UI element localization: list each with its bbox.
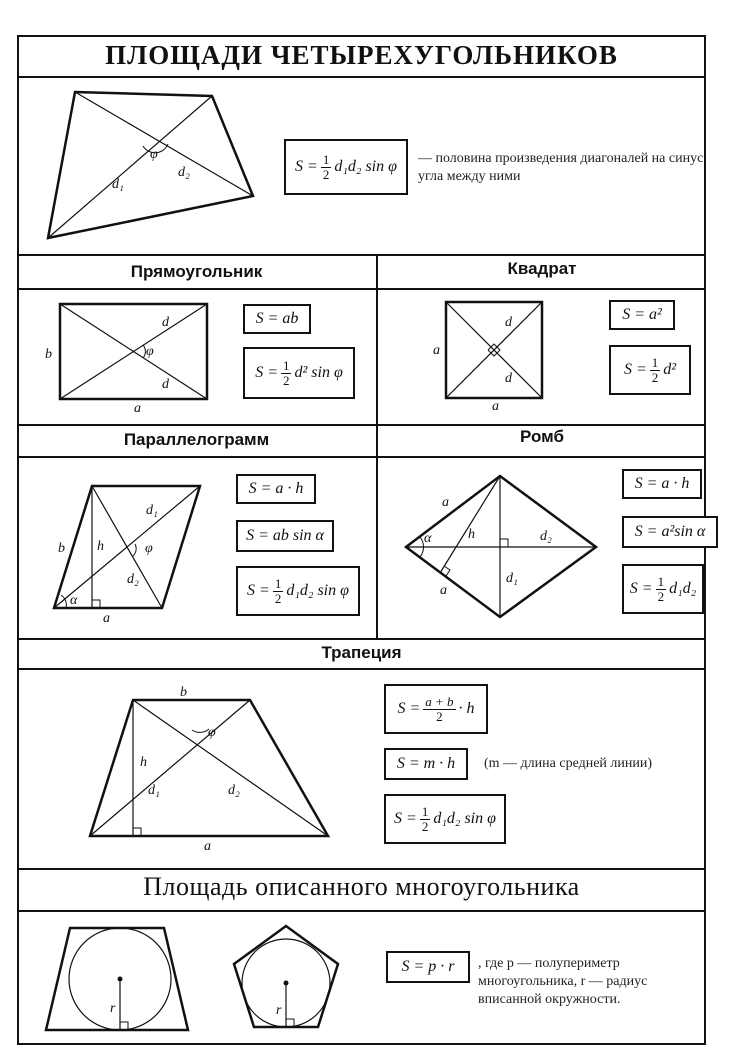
rectangle-title: Прямоугольник xyxy=(130,262,263,281)
rectangle-formula-diagonal: S = $\frac{1}{2}$ d² sin φ xyxy=(243,347,355,399)
phi-label: φ xyxy=(146,344,154,359)
general-area-formula: S = $\frac{1}{2}$ d₁d₂ sin φ xyxy=(284,139,408,195)
parallelogram-formula-absin: S = ab sin α xyxy=(236,520,334,552)
phi-label: φ xyxy=(145,541,153,556)
parallelogram-formula-ah: S = a · h xyxy=(236,474,316,504)
rhombus-formula-ah: S = a · h xyxy=(622,469,702,499)
alpha-label: α xyxy=(70,593,78,608)
d1-label: d₁ xyxy=(148,783,160,798)
trapezoid-midline-note: (m — длина средней линии) xyxy=(484,756,653,771)
b-label: b xyxy=(58,541,65,556)
divider xyxy=(17,424,706,426)
trapezoid-formula-midline: S = m · h xyxy=(384,748,468,780)
r-label: r xyxy=(276,1003,282,1018)
d1-label: d₁ xyxy=(506,571,518,586)
rectangle-formula-ab: S = ab xyxy=(243,304,311,334)
square-formula-a2: S = a² xyxy=(609,300,675,330)
circumscribed-pentagon-diagram xyxy=(230,922,345,1034)
d2-label: d₂ xyxy=(540,529,552,544)
divider xyxy=(17,288,706,290)
rhombus-diagram xyxy=(400,470,605,625)
d-label: d xyxy=(505,371,512,386)
d-label: d xyxy=(162,315,169,330)
rhombus-formula-diagonals: S = $\frac{1}{2}$ d₁d₂ xyxy=(622,564,704,614)
circumscribed-title: Площадь описанного многоугольника xyxy=(143,872,580,901)
d2-label: d₂ xyxy=(228,783,240,798)
d1-label: d₁ xyxy=(112,177,124,192)
rectangle-diagram xyxy=(42,296,222,416)
a-label: a xyxy=(103,611,110,626)
square-title: Квадрат xyxy=(507,259,577,278)
a-label: a xyxy=(442,495,449,510)
divider xyxy=(17,868,706,870)
circumscribed-note: , где p — полупериметр многоугольника, r — радиус вписанной окружности. xyxy=(478,956,648,1007)
trapezoid-formula-bases: S = $\frac{a + b}{2}$ · h xyxy=(384,684,488,734)
a-label: a xyxy=(492,399,499,414)
divider xyxy=(17,254,706,256)
a-label: a xyxy=(440,583,447,598)
circumscribed-trapezoid-diagram xyxy=(40,920,200,1038)
square-formula-diagonal: S = $\frac{1}{2}$ d² xyxy=(609,345,691,395)
parallelogram-formula-diagonals: S = $\frac{1}{2}$ d₁d₂ sin φ xyxy=(236,566,360,616)
trapezoid-formula-diagonals: S = $\frac{1}{2}$ d₁d₂ sin φ xyxy=(384,794,506,844)
d1-label: d₁ xyxy=(146,503,158,518)
trapezoid-title: Трапеция xyxy=(321,643,402,662)
d-label: d xyxy=(162,377,169,392)
rhombus-formula-a2sin: S = a²sin α xyxy=(622,516,718,548)
trapezoid-diagram xyxy=(80,684,340,852)
b-label: b xyxy=(45,347,52,362)
parallelogram-diagram xyxy=(40,470,220,630)
a-label: a xyxy=(204,839,211,854)
parallelogram-title: Параллелограмм xyxy=(123,430,270,449)
h-label: h xyxy=(140,755,147,770)
general-formula-note: — половина произведения диагоналей на синус угла между ними xyxy=(418,151,704,184)
divider xyxy=(17,910,706,912)
d-label: d xyxy=(505,315,512,330)
phi-label: φ xyxy=(150,147,158,162)
a-label: a xyxy=(134,401,141,416)
square-diagram xyxy=(428,296,558,414)
alpha-label: α xyxy=(424,531,432,546)
b-label: b xyxy=(180,685,187,700)
divider xyxy=(17,76,706,78)
d2-label: d₂ xyxy=(178,165,190,180)
phi-label: φ xyxy=(208,725,216,740)
quadrilateral-diagram xyxy=(40,88,270,248)
r-label: r xyxy=(110,1001,116,1016)
divider xyxy=(17,638,706,640)
d2-label: d₂ xyxy=(127,572,139,587)
divider xyxy=(17,456,706,458)
h-label: h xyxy=(468,527,475,542)
rhombus-title: Ромб xyxy=(520,427,564,446)
divider xyxy=(17,668,706,670)
circumscribed-formula: S = p · r xyxy=(386,951,470,983)
h-label: h xyxy=(97,539,104,554)
page-title: ПЛОЩАДИ ЧЕТЫРЕХУГОЛЬНИКОВ xyxy=(105,40,618,70)
a-label: a xyxy=(433,343,440,358)
